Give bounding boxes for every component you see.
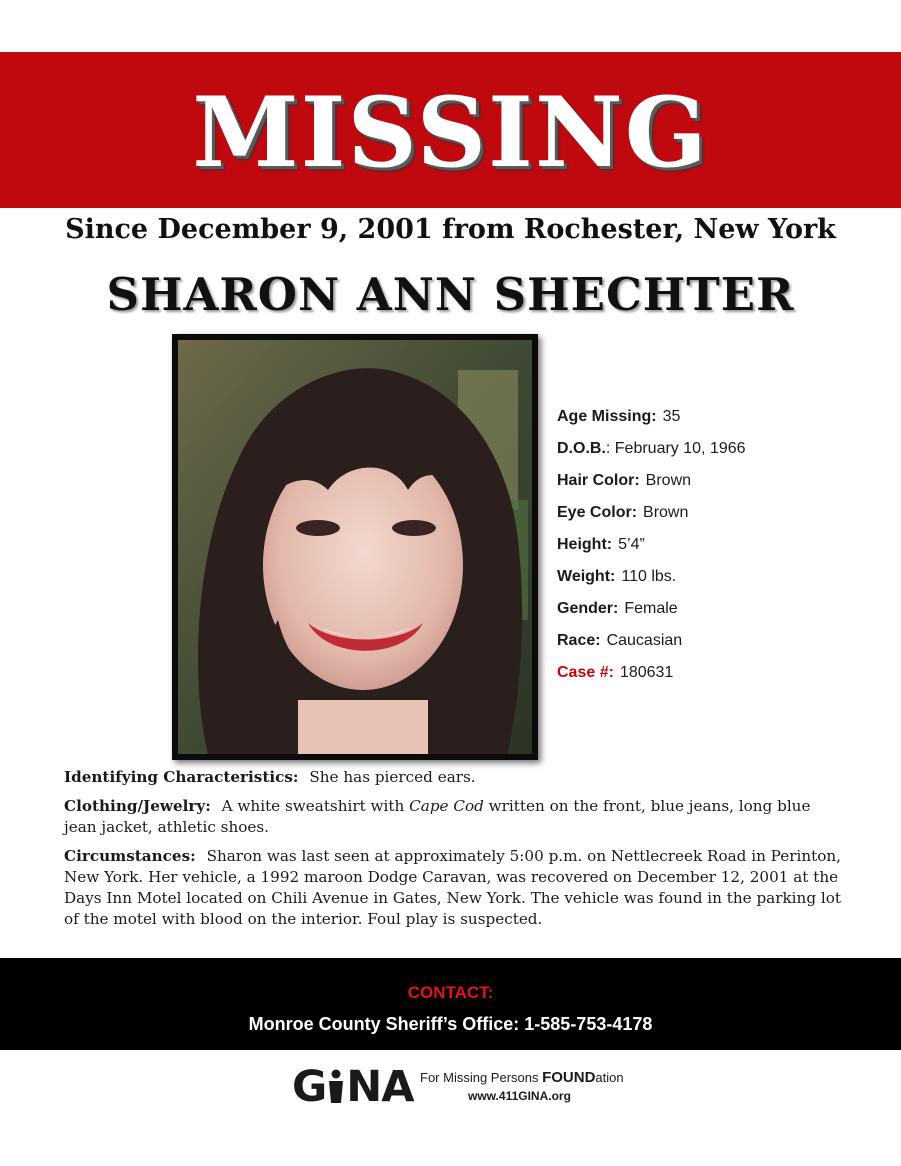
contact-phone: Monroe County Sheriff’s Office: 1-585-753-4178 — [248, 1014, 653, 1034]
fact-case-number — [557, 660, 887, 692]
missing-title: MISSING — [192, 76, 709, 189]
clothing-text-before: A white sweatshirt with — [221, 797, 405, 815]
fact-label: Hair Color: — [557, 472, 640, 489]
identifying-text: She has pierced ears. — [309, 768, 476, 786]
fact-label: Case #: — [557, 664, 614, 681]
fact-value: Brown — [643, 504, 689, 521]
clothing-jewelry — [64, 796, 844, 838]
gina-logo — [292, 1064, 632, 1114]
fact-race — [557, 628, 887, 660]
fact-age-missing — [557, 404, 887, 436]
fact-weight — [557, 564, 887, 596]
portrait-photo-icon — [178, 340, 532, 754]
fact-height — [557, 532, 887, 564]
logo-tagline — [420, 1070, 624, 1086]
clothing-text-after: written on the front, blue jeans, long blue jean jacket, athletic shoes. — [64, 797, 811, 836]
fact-dob — [557, 436, 887, 468]
person-icon — [326, 1066, 346, 1100]
fact-value: 5’4” — [618, 536, 645, 553]
case-details — [64, 767, 844, 938]
contact-label: CONTACT: — [407, 983, 494, 1002]
fact-label: Gender: — [557, 600, 619, 617]
gina-wordmark — [292, 1064, 414, 1110]
missing-since-line: Since December 9, 2001 from Rochester, New York — [65, 214, 836, 245]
clothing-italic-text: Cape Cod — [409, 797, 484, 815]
fact-value: : February 10, 1966 — [605, 440, 746, 457]
identifying-label: Identifying Characteristics: — [64, 768, 299, 786]
fact-value: Brown — [645, 472, 692, 489]
identifying-characteristics — [64, 767, 844, 788]
fact-value: Caucasian — [606, 632, 683, 649]
fact-label: Weight: — [557, 568, 616, 585]
fact-gender — [557, 596, 887, 628]
logo-url: www.411GINA.org — [468, 1089, 571, 1103]
person-name: SHARON ANN SHECHTER — [106, 268, 795, 321]
circumstances-label: Circumstances: — [64, 847, 196, 865]
fact-label: Race: — [557, 632, 601, 649]
fact-eye-color — [557, 500, 887, 532]
logo-letters-na: NA — [346, 1062, 414, 1112]
fact-label: Eye Color: — [557, 504, 638, 521]
circumstances-text: Sharon was last seen at approximately 5:00 p.m. on Nettlecreek Road in Perinton, New York. Her vehicle, a 1992 maroon Dodge Caravan, was recovered on December 12, 2001 at the Days Inn Motel located on Chili Avenue in Gates, New York. The vehicle was found in the parking lot of the motel with blood on the interior. Foul play is suspected. — [64, 847, 841, 928]
fact-value: Female — [624, 600, 678, 617]
fact-label: Height: — [557, 536, 613, 553]
tagline-suffix: ation — [595, 1070, 624, 1085]
fact-hair-color — [557, 468, 887, 500]
logo-letter-g: G — [292, 1062, 327, 1112]
clothing-label: Clothing/Jewelry: — [64, 797, 211, 815]
fact-value: 110 lbs. — [621, 568, 677, 585]
fact-label: Age Missing: — [557, 408, 657, 425]
fact-value: 180631 — [619, 664, 674, 681]
facts-list — [557, 404, 887, 692]
person-photo — [172, 334, 538, 760]
fact-value: 35 — [662, 408, 681, 425]
circumstances — [64, 846, 844, 930]
fact-label: D.O.B. — [557, 440, 606, 457]
tagline-prefix: For Missing Persons — [420, 1070, 543, 1085]
tagline-found: FOUND — [542, 1069, 596, 1086]
